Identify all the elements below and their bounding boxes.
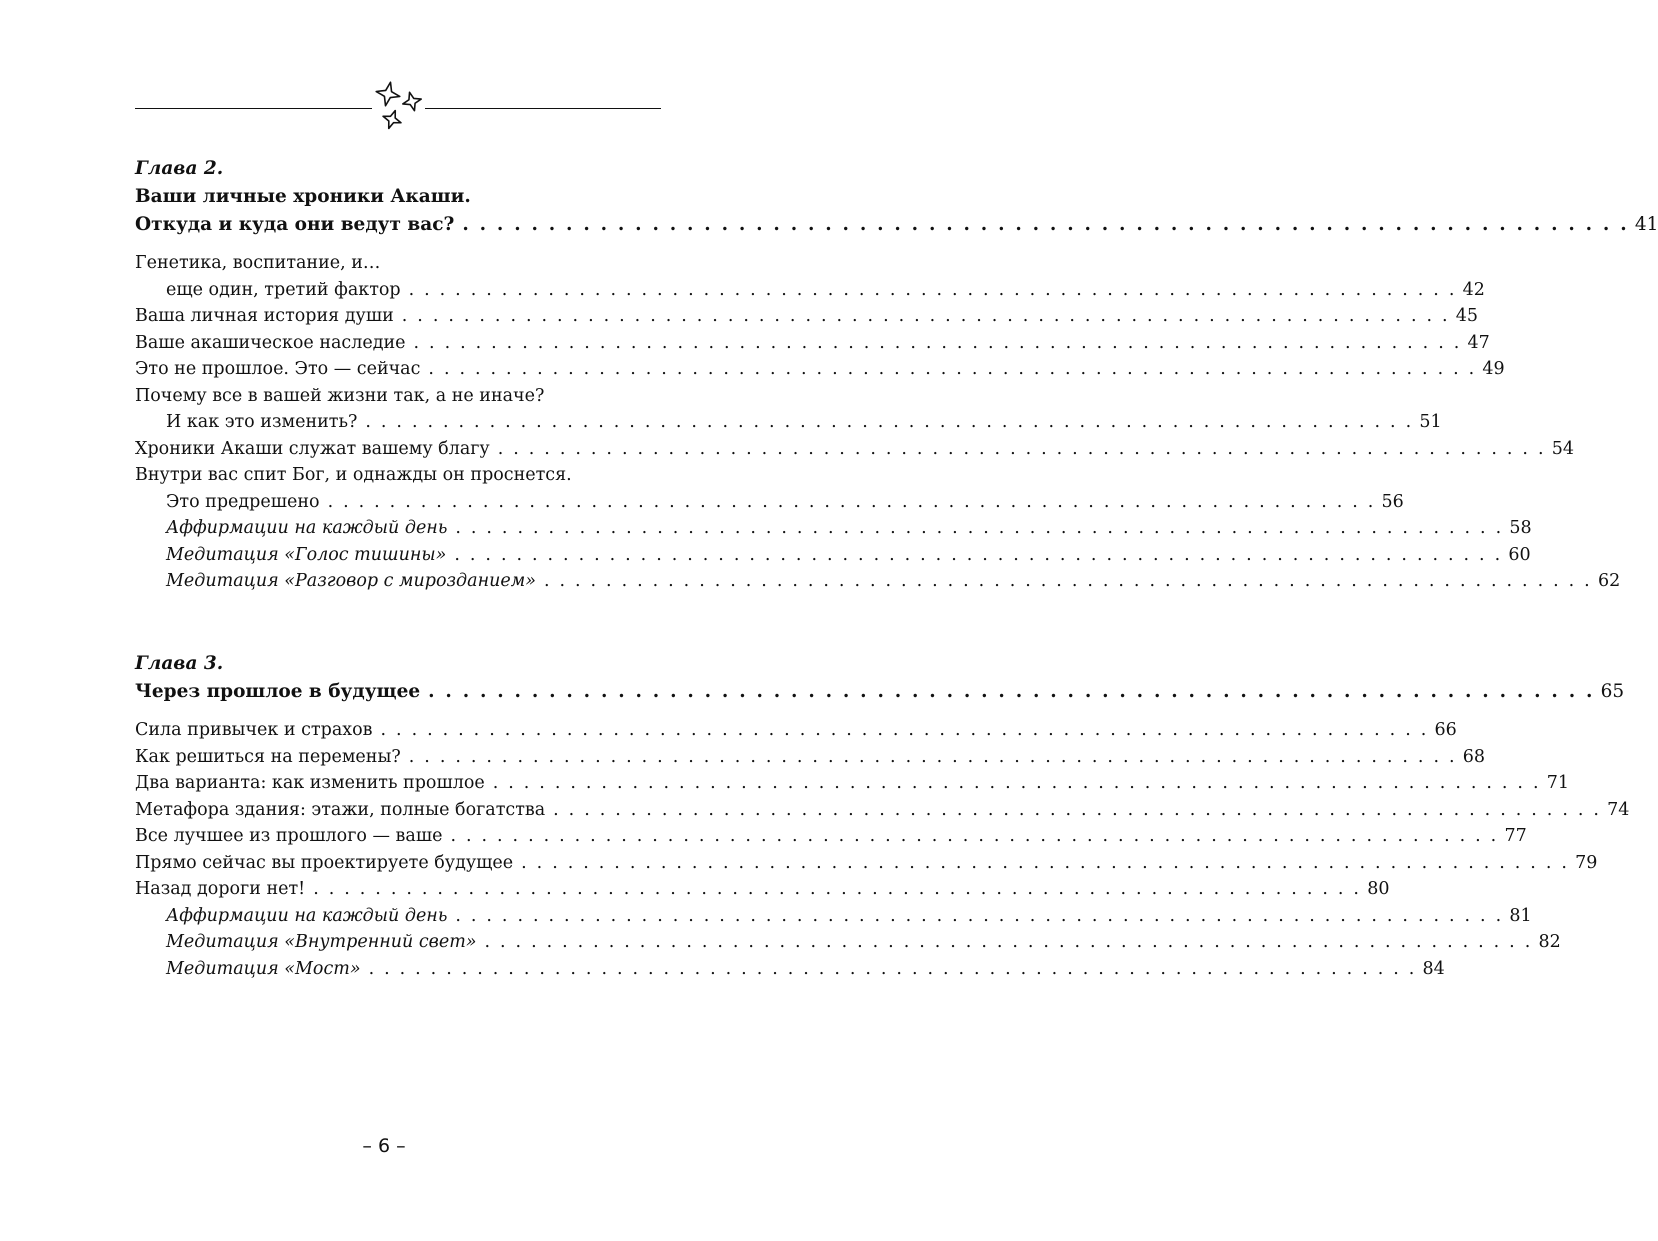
page-number: 68 [1462, 746, 1486, 767]
entry-text: Это не прошлое. Это — сейчас [135, 359, 421, 379]
page-number: 60 [1508, 544, 1531, 565]
leader-dots: . . . . . . . . . . . . . . . . . . . . . . . . . . . . . . . . . . . . . . . . . . . . . . . . . . . . . . . . . . . . . . . . . . . . [497, 438, 1546, 459]
leader-dots: . . . . . . . . . . . . . . . . . . . . . . . . . . . . . . . . . . . . . . . . . . . . . . . . . . . . . . . . . . . . . . . . . . . . [368, 958, 1417, 979]
entry-text: Генетика, воспитание, и… [135, 253, 381, 273]
entry-text: Медитация «Голос тишины» [166, 544, 447, 565]
leader-dots: . . . . . . . . . . . . . . . . . . . . . . . . . . . . . . . . . . . . . . . . . . . . . . . . . . . . . . . . . . . . . . . . . . . . [408, 746, 1457, 767]
toc-entry[interactable] [135, 823, 1527, 850]
leader-dots: . . . . . . . . . . . . . . . . . . . . . . . . . . . . . . . . . . . . . . . . . . . . . . . . . . . . . . . . . . . . . . . . . . . . [380, 720, 1429, 740]
toc-entry[interactable] [135, 770, 1569, 797]
entry-text: Медитация «Мост» [166, 958, 361, 979]
page-number: 80 [1367, 879, 1390, 899]
page-number: 45 [1455, 306, 1479, 326]
toc-entry[interactable] [135, 876, 1390, 903]
leader-dots: . . . . . . . . . . . . . . . . . . . . . . . . . . . . . . . . . . . . . . . . . . . . . . . . . . . . . . . . . . . . . . . . . . . . [455, 905, 1504, 926]
page-number: 41 [1634, 214, 1658, 235]
entry-text: Сила привычек и страхов [135, 720, 373, 740]
leader-dots: . . . . . . . . . . . . . . . . . . . . . . . . . . . . . . . . . . . . . . . . . . . . . . . . . . . . . . . . . . . . . . . . . . . . [450, 826, 1499, 846]
page-number: 51 [1419, 412, 1442, 432]
toc-entry[interactable] [135, 277, 1485, 304]
page-number: 79 [1575, 852, 1598, 873]
toc-entry[interactable] [135, 903, 1532, 930]
entry-text: Медитация «Разговор с мирозданием» [166, 571, 536, 591]
page-number: 84 [1422, 958, 1445, 979]
leader-dots: . . . . . . . . . . . . . . . . . . . . . . . . . . . . . . . . . . . . . . . . . . . . . . . . . . . . . . . . . . . . . . . . . . . . [428, 681, 1595, 702]
leader-dots: . . . . . . . . . . . . . . . . . . . . . . . . . . . . . . . . . . . . . . . . . . . . . . . . . . . . . . . . . . . . . . . . . . . . [455, 518, 1504, 538]
chapter-label: Глава 2. [135, 158, 224, 179]
toc-entry[interactable] [135, 330, 1490, 357]
leader-dots: . . . . . . . . . . . . . . . . . . . . . . . . . . . . . . . . . . . . . . . . . . . . . . . . . . . . . . . . . . . . . . . . . . . . [462, 214, 1629, 235]
entry-text: Все лучшее из прошлого — ваше [135, 826, 443, 846]
toc-entry[interactable] [135, 929, 1561, 956]
leader-dots: . . . . . . . . . . . . . . . . . . . . . . . . . . . . . . . . . . . . . . . . . . . . . . . . . . . . . . . . . . . . . . . . . . . . [327, 491, 1376, 512]
toc-entry[interactable] [135, 797, 1630, 824]
leader-dots: . . . . . . . . . . . . . . . . . . . . . . . . . . . . . . . . . . . . . . . . . . . . . . . . . . . . . . . . . . . . . . . . . . . . [401, 306, 1450, 326]
entry-text: Хроники Акаши служат вашему благу [135, 438, 490, 459]
page-number: 54 [1551, 438, 1574, 459]
leader-dots: . . . . . . . . . . . . . . . . . . . . . . . . . . . . . . . . . . . . . . . . . . . . . . . . . . . . . . . . . . . . . . . . . . . . [365, 412, 1414, 432]
toc-entry[interactable] [135, 383, 661, 410]
page-number: 74 [1607, 799, 1630, 820]
ornament-rule-left [135, 108, 372, 109]
toc-chapter-2 [135, 155, 1658, 595]
toc-entry[interactable] [135, 956, 1445, 983]
toc-entry[interactable] [135, 356, 1505, 383]
page-number: 66 [1434, 720, 1457, 740]
entry-text: Внутри вас спит Бог, и однажды он проснется. [135, 465, 572, 485]
entry-text: Ваша личная история души [135, 306, 394, 326]
toc-entry[interactable] [135, 850, 1598, 877]
toc-entry[interactable] [135, 515, 1532, 542]
entry-text: Почему все в вашей жизни так, а не иначе? [135, 385, 545, 406]
toc-entry[interactable] [135, 489, 1404, 516]
page-number: 65 [1600, 681, 1625, 702]
leader-dots: . . . . . . . . . . . . . . . . . . . . . . . . . . . . . . . . . . . . . . . . . . . . . . . . . . . . . . . . . . . . . . . . . . . . [553, 799, 1602, 820]
entry-text: Аффирмации на каждый день [166, 905, 448, 926]
toc-entry[interactable] [135, 409, 1442, 436]
leader-dots: . . . . . . . . . . . . . . . . . . . . . . . . . . . . . . . . . . . . . . . . . . . . . . . . . . . . . . . . . . . . . . . . . . . . [313, 879, 1362, 899]
toc-entry[interactable] [135, 744, 1486, 771]
toc-entry[interactable] [135, 303, 1479, 330]
toc-entry[interactable] [135, 436, 1574, 463]
entry-text: Метафора здания: этажи, полные богатства [135, 799, 546, 820]
chapter-title-line-1: Ваши личные хроники Акаши. [135, 186, 471, 207]
leader-dots: . . . . . . . . . . . . . . . . . . . . . . . . . . . . . . . . . . . . . . . . . . . . . . . . . . . . . . . . . . . . . . . . . . . . [492, 773, 1541, 793]
chapter-title: Через прошлое в будущее [135, 681, 421, 702]
entry-text: Прямо сейчас вы проектируете будущее [135, 852, 514, 873]
page-number: 42 [1462, 279, 1485, 300]
leader-dots: . . . . . . . . . . . . . . . . . . . . . . . . . . . . . . . . . . . . . . . . . . . . . . . . . . . . . . . . . . . . . . . . . . . . [413, 332, 1462, 353]
entry-text: Ваше акашическое наследие [135, 332, 406, 353]
chapter-title-entry[interactable] [135, 211, 1658, 239]
chapter-title-entry[interactable] [135, 678, 1625, 706]
entry-text: Как решиться на перемены? [135, 746, 401, 767]
toc-entry[interactable] [135, 462, 661, 489]
page-number: 82 [1538, 932, 1561, 952]
page-number: 56 [1381, 491, 1404, 512]
four-point-stars-icon [370, 78, 430, 134]
entry-text: Это предрешено [166, 491, 320, 512]
leader-dots: . . . . . . . . . . . . . . . . . . . . . . . . . . . . . . . . . . . . . . . . . . . . . . . . . . . . . . . . . . . . . . . . . . . . [543, 571, 1592, 591]
toc-entry[interactable] [135, 542, 1531, 569]
page-folio: – 6 – [362, 1135, 406, 1157]
leader-dots: . . . . . . . . . . . . . . . . . . . . . . . . . . . . . . . . . . . . . . . . . . . . . . . . . . . . . . . . . . . . . . . . . . . . [521, 852, 1570, 873]
chapter-title-line-2: Откуда и куда они ведут вас? [135, 214, 455, 235]
page-number: 62 [1597, 571, 1621, 591]
toc-entry[interactable] [135, 568, 1621, 595]
entry-text: Назад дороги нет! [135, 879, 306, 899]
entry-text: еще один, третий фактор [166, 279, 401, 300]
page-number: 58 [1509, 518, 1532, 538]
toc-chapter-3 [135, 650, 1630, 982]
page-number: 47 [1467, 332, 1490, 353]
chapter-label: Глава 3. [135, 653, 224, 674]
toc-entry[interactable] [135, 250, 661, 277]
page-number: 81 [1509, 905, 1532, 926]
header-ornament [0, 0, 768, 140]
leader-dots: . . . . . . . . . . . . . . . . . . . . . . . . . . . . . . . . . . . . . . . . . . . . . . . . . . . . . . . . . . . . . . . . . . . . [428, 359, 1477, 379]
entry-text: Медитация «Внутренний свет» [166, 932, 477, 952]
page-number: 77 [1504, 826, 1527, 846]
entry-text: И как это изменить? [166, 412, 358, 432]
leader-dots: . . . . . . . . . . . . . . . . . . . . . . . . . . . . . . . . . . . . . . . . . . . . . . . . . . . . . . . . . . . . . . . . . . . . [454, 544, 1503, 565]
ornament-rule-right [425, 108, 661, 109]
entry-text: Два варианта: как изменить прошлое [135, 773, 485, 793]
page-number: 49 [1482, 359, 1505, 379]
entry-text: Аффирмации на каждый день [166, 518, 448, 538]
toc-entry[interactable] [135, 717, 1457, 744]
leader-dots: . . . . . . . . . . . . . . . . . . . . . . . . . . . . . . . . . . . . . . . . . . . . . . . . . . . . . . . . . . . . . . . . . . . . [484, 932, 1533, 952]
page-number: 71 [1546, 773, 1569, 793]
leader-dots: . . . . . . . . . . . . . . . . . . . . . . . . . . . . . . . . . . . . . . . . . . . . . . . . . . . . . . . . . . . . . . . . . . . . [408, 279, 1457, 300]
